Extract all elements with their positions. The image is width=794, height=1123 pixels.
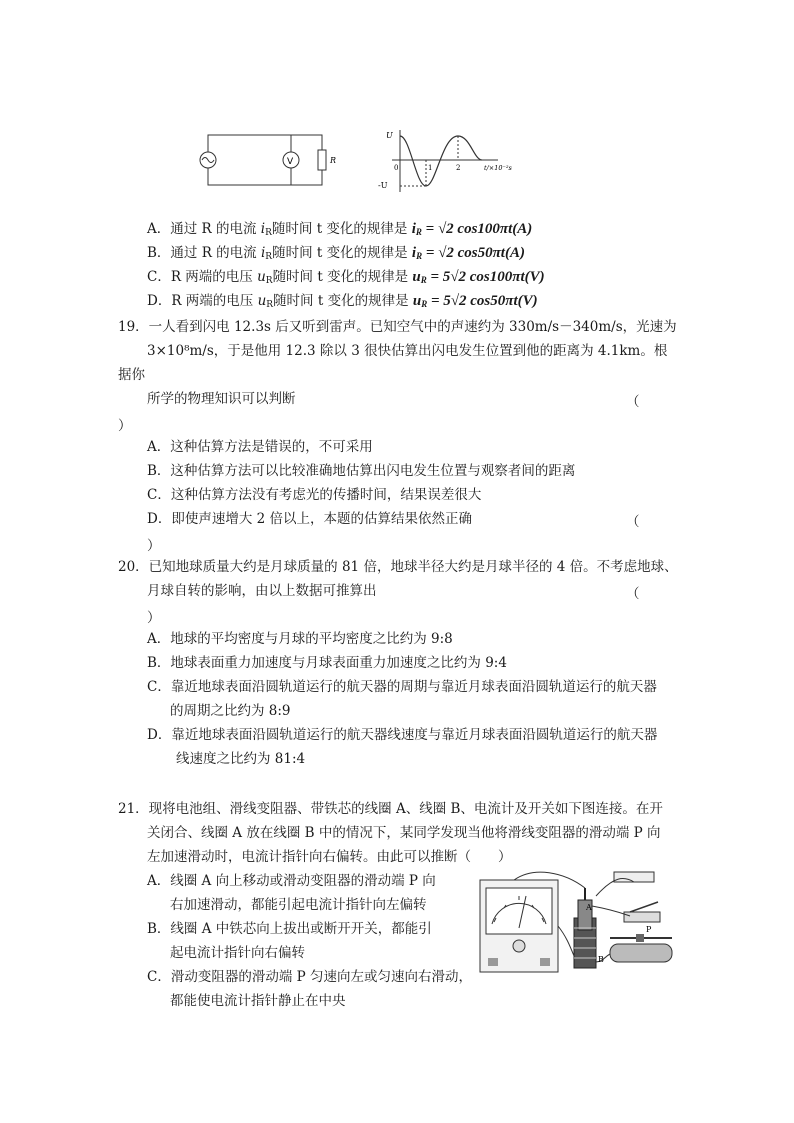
circuit-diagram (196, 130, 336, 190)
q20-option-a: A．地球的平均密度与月球的平均密度之比约为 9:8 (147, 631, 453, 647)
battery-icon (614, 872, 654, 882)
waveform-graph (378, 126, 528, 196)
q19-option-b: B．这种估算方法可以比较准确地估算出闪电发生位置与观察者间的距离 (147, 463, 576, 479)
q19-d-paren-open: （ (626, 514, 640, 530)
q19-option-d: D．即使声速增大 2 倍以上，本题的估算结果依然正确 (147, 511, 472, 527)
q20-line-1: 20．已知地球质量大约是月球质量的 81 倍，地球半径大约是月球半径的 4 倍。不考虑地球、 (118, 559, 678, 575)
q21-option-b-cont: 起电流计指针向右偏转 (170, 945, 305, 961)
q21-option-c-cont: 都能使电流计指针静止在中央 (170, 993, 346, 1009)
q19-paren-open: （ (626, 394, 640, 410)
q19-option-c: C．这种估算方法没有考虑光的传播时间，结果误差很大 (147, 487, 482, 503)
tick-1: 1 (428, 164, 433, 172)
q18-option-b: B．通过 R 的电流 $i_R$随时间 t 变化的规律是 $i_R = √2$ cos50πt(A) (147, 245, 525, 262)
q21-line-1: 21．现将电池组、滑线变阻器、带铁芯的线圈 A、线圈 B、电流计及开关如下图连接。在开 (118, 801, 663, 817)
q19-option-a: A．这种估算方法是错误的，不可采用 (147, 439, 373, 455)
q19-d-paren-close: ） (147, 538, 161, 554)
q20-option-d-cont: 线速度之比约为 81:4 (176, 751, 306, 767)
label-p: P (646, 925, 652, 934)
label-b: B (598, 955, 604, 964)
resistor-label: R (330, 156, 336, 165)
coil-icon (574, 888, 596, 968)
q18-option-a: A．通过 R 的电流 $i_R$随时间 t 变化的规律是 $i_R = √2$ cos100πt(A) (147, 221, 533, 238)
q21-option-c: C．滑动变阻器的滑动端 P 匀速向左或匀速向右滑动， (147, 969, 472, 985)
label-a: A (586, 903, 592, 912)
q20-option-b: B．地球表面重力加速度与月球表面重力加速度之比约为 9:4 (147, 655, 507, 671)
q20-line-2: 月球自转的影响，由以上数据可推算出 (147, 583, 377, 599)
q19-paren-close: ） (118, 418, 132, 434)
q21-option-a: A．线圈 A 向上移动或滑动变阻器的滑动端 P 向 (147, 873, 436, 889)
q21-option-a-cont: 右加速滑动，都能引起电流计指针向左偏转 (170, 897, 427, 913)
q18-option-c: C．R 两端的电压 $u_R$随时间 t 变化的规律是 $u_R = 5√2$ cos100πt(V) (147, 269, 545, 286)
svg-text:V: V (287, 157, 294, 167)
q21-line-3: 左加速滑动时，电流计指针向右偏转。由此可以推断（ ） (147, 849, 512, 865)
galvanometer-icon (480, 880, 558, 972)
q20-paren-open: （ (626, 586, 640, 602)
q18-option-d: D．R 两端的电压 $u_R$随时间 t 变化的规律是 $u_R = 5√2$ cos50πt(V) (147, 293, 538, 310)
q20-option-c-cont: 的周期之比约为 8:9 (170, 703, 291, 719)
q19-line-4: 所学的物理知识可以判断 (147, 391, 296, 407)
rheostat-icon (610, 934, 672, 962)
tick-2: 2 (456, 164, 461, 172)
q20-option-d: D．靠近地球表面沿圆轨道运行的航天器线速度与靠近月球表面沿圆轨道运行的航天器 (147, 727, 658, 743)
q20-option-c: C．靠近地球表面沿圆轨道运行的航天器的周期与靠近月球表面沿圆轨道运行的航天器 (147, 679, 657, 695)
switch-icon (624, 902, 660, 922)
q21-option-b: B．线圈 A 中铁芯向上拔出或断开开关，都能引 (147, 921, 432, 937)
q19-line-2: 3×10⁸m/s，于是他用 12.3 除以 3 很快估算出闪电发生位置到他的距离为 4.1km。根 (147, 343, 668, 359)
axis-origin: 0 (394, 164, 399, 172)
q21-line-2: 关闭合、线圈 A 放在线圈 B 中的情况下，某同学发现当他将滑线变阻器的滑动端 P 向 (147, 825, 661, 841)
axis-um-label: -U (378, 181, 388, 190)
q19-line-3: 据你 (118, 367, 145, 383)
axis-u-label: U (386, 131, 393, 140)
apparatus-figure (474, 866, 680, 978)
q20-paren-close: ） (147, 610, 161, 626)
q19-line-1: 19．一人看到闪电 12.3s 后又听到雷声。已知空气中的声速约为 330m/s－340m/s，光速为 (118, 319, 677, 335)
axis-t-label: t/×10⁻²s (484, 164, 512, 172)
